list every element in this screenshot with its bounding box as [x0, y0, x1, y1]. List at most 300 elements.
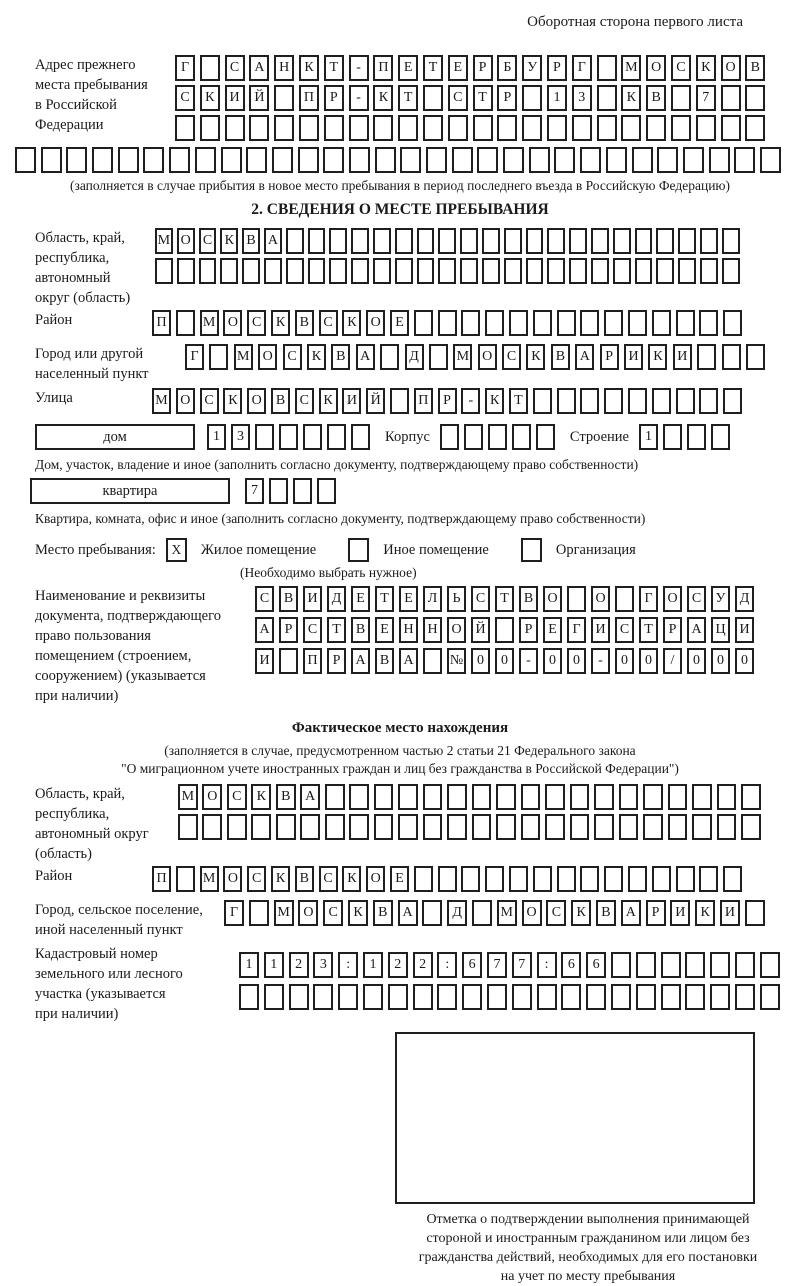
char-box[interactable]: У	[711, 586, 730, 612]
char-box[interactable]: О	[543, 586, 562, 612]
char-box[interactable]	[395, 258, 413, 284]
char-box[interactable]: Г	[639, 586, 658, 612]
char-box[interactable]	[717, 814, 737, 840]
char-box[interactable]	[477, 147, 498, 173]
char-box[interactable]	[324, 115, 344, 141]
char-box[interactable]: О	[366, 310, 385, 336]
char-box[interactable]	[597, 55, 617, 81]
char-box[interactable]: Т	[423, 55, 443, 81]
char-box[interactable]	[760, 147, 781, 173]
char-box[interactable]	[512, 984, 532, 1010]
char-box[interactable]: 0	[687, 648, 706, 674]
char-box[interactable]: К	[342, 866, 361, 892]
char-box[interactable]	[242, 258, 260, 284]
char-box[interactable]	[604, 310, 623, 336]
char-box[interactable]: Б	[497, 55, 517, 81]
char-box[interactable]	[580, 866, 599, 892]
char-box[interactable]: С	[175, 85, 195, 111]
char-box[interactable]: А	[687, 617, 706, 643]
char-box[interactable]	[487, 984, 507, 1010]
char-box[interactable]	[286, 258, 304, 284]
char-box[interactable]: О	[646, 55, 666, 81]
char-box[interactable]	[423, 85, 443, 111]
premises-checkbox-organization[interactable]	[521, 538, 542, 562]
char-box[interactable]	[685, 984, 705, 1010]
char-box[interactable]	[209, 344, 228, 370]
char-box[interactable]	[722, 258, 740, 284]
char-box[interactable]	[537, 984, 557, 1010]
char-box[interactable]: С	[295, 388, 314, 414]
char-box[interactable]	[176, 310, 195, 336]
char-box[interactable]	[323, 147, 344, 173]
char-box[interactable]	[741, 784, 761, 810]
char-box[interactable]: С	[319, 310, 338, 336]
char-box[interactable]	[417, 228, 435, 254]
char-box[interactable]: 7	[512, 952, 532, 978]
char-box[interactable]	[580, 147, 601, 173]
char-box[interactable]: К	[348, 900, 368, 926]
char-box[interactable]	[426, 147, 447, 173]
char-box[interactable]	[227, 814, 247, 840]
char-box[interactable]	[66, 147, 87, 173]
char-box[interactable]	[678, 258, 696, 284]
char-box[interactable]	[429, 344, 448, 370]
char-box[interactable]: К	[299, 55, 319, 81]
char-box[interactable]	[299, 115, 319, 141]
char-box[interactable]	[374, 814, 394, 840]
char-box[interactable]	[685, 952, 705, 978]
char-box[interactable]	[438, 310, 457, 336]
char-box[interactable]: Г	[224, 900, 244, 926]
char-box[interactable]: 1	[547, 85, 567, 111]
char-box[interactable]: 7	[487, 952, 507, 978]
char-box[interactable]: Л	[423, 586, 442, 612]
char-box[interactable]	[597, 115, 617, 141]
char-box[interactable]: Н	[399, 617, 418, 643]
char-box[interactable]: Е	[375, 617, 394, 643]
char-box[interactable]: В	[295, 866, 314, 892]
char-box[interactable]: И	[303, 586, 322, 612]
char-box[interactable]: Р	[547, 55, 567, 81]
char-box[interactable]	[200, 55, 220, 81]
char-box[interactable]	[711, 424, 730, 450]
char-box[interactable]	[512, 424, 531, 450]
char-box[interactable]: Т	[398, 85, 418, 111]
char-box[interactable]	[349, 147, 370, 173]
char-box[interactable]	[497, 115, 517, 141]
char-box[interactable]	[594, 784, 614, 810]
char-box[interactable]	[380, 344, 399, 370]
char-box[interactable]	[652, 310, 671, 336]
char-box[interactable]: Н	[274, 55, 294, 81]
char-box[interactable]: К	[342, 310, 361, 336]
char-box[interactable]	[717, 784, 737, 810]
char-box[interactable]	[496, 814, 516, 840]
char-box[interactable]	[289, 984, 309, 1010]
char-box[interactable]	[221, 147, 242, 173]
char-box[interactable]: К	[695, 900, 715, 926]
char-box[interactable]: 1	[207, 424, 226, 450]
char-box[interactable]: 0	[543, 648, 562, 674]
char-box[interactable]	[636, 952, 656, 978]
char-box[interactable]	[586, 984, 606, 1010]
char-box[interactable]: 1	[264, 952, 284, 978]
char-box[interactable]: Т	[495, 586, 514, 612]
char-box[interactable]	[526, 228, 544, 254]
char-box[interactable]	[373, 228, 391, 254]
char-box[interactable]: Г	[567, 617, 586, 643]
char-box[interactable]	[533, 866, 552, 892]
char-box[interactable]: А	[621, 900, 641, 926]
char-box[interactable]: 2	[413, 952, 433, 978]
char-box[interactable]: А	[575, 344, 594, 370]
char-box[interactable]: В	[375, 648, 394, 674]
char-box[interactable]	[643, 784, 663, 810]
char-box[interactable]	[557, 866, 576, 892]
char-box[interactable]	[656, 258, 674, 284]
char-box[interactable]: М	[152, 388, 171, 414]
char-box[interactable]: Е	[390, 310, 409, 336]
char-box[interactable]: Т	[473, 85, 493, 111]
char-box[interactable]: 6	[586, 952, 606, 978]
char-box[interactable]	[448, 115, 468, 141]
char-box[interactable]	[485, 866, 504, 892]
char-box[interactable]	[709, 147, 730, 173]
char-box[interactable]: И	[673, 344, 692, 370]
char-box[interactable]: Е	[398, 55, 418, 81]
char-box[interactable]: :	[537, 952, 557, 978]
char-box[interactable]	[746, 344, 765, 370]
char-box[interactable]: П	[152, 866, 171, 892]
char-box[interactable]	[545, 814, 565, 840]
char-box[interactable]	[482, 228, 500, 254]
char-box[interactable]: М	[274, 900, 294, 926]
char-box[interactable]: Г	[185, 344, 204, 370]
char-box[interactable]: С	[225, 55, 245, 81]
char-box[interactable]	[533, 388, 552, 414]
char-box[interactable]	[522, 85, 542, 111]
char-box[interactable]: Г	[175, 55, 195, 81]
char-box[interactable]	[300, 814, 320, 840]
char-box[interactable]: В	[519, 586, 538, 612]
char-box[interactable]: Й	[366, 388, 385, 414]
char-box[interactable]	[255, 424, 274, 450]
char-box[interactable]	[200, 115, 220, 141]
char-box[interactable]	[349, 784, 369, 810]
char-box[interactable]	[547, 115, 567, 141]
char-box[interactable]: С	[283, 344, 302, 370]
char-box[interactable]	[692, 784, 712, 810]
char-box[interactable]	[264, 984, 284, 1010]
char-box[interactable]	[628, 866, 647, 892]
char-box[interactable]	[678, 228, 696, 254]
char-box[interactable]	[569, 258, 587, 284]
char-box[interactable]: К	[271, 866, 290, 892]
char-box[interactable]: О	[177, 228, 195, 254]
char-box[interactable]: 0	[639, 648, 658, 674]
char-box[interactable]	[349, 814, 369, 840]
char-box[interactable]	[700, 228, 718, 254]
char-box[interactable]	[176, 866, 195, 892]
char-box[interactable]: О	[447, 617, 466, 643]
char-box[interactable]	[676, 388, 695, 414]
char-box[interactable]: 0	[735, 648, 754, 674]
char-box[interactable]: И	[735, 617, 754, 643]
char-box[interactable]	[447, 814, 467, 840]
char-box[interactable]: В	[373, 900, 393, 926]
char-box[interactable]	[473, 115, 493, 141]
char-box[interactable]	[485, 310, 504, 336]
char-box[interactable]	[722, 344, 741, 370]
char-box[interactable]	[325, 814, 345, 840]
char-box[interactable]	[351, 228, 369, 254]
char-box[interactable]	[699, 310, 718, 336]
char-box[interactable]	[652, 866, 671, 892]
char-box[interactable]	[413, 984, 433, 1010]
char-box[interactable]	[239, 984, 259, 1010]
char-box[interactable]	[92, 147, 113, 173]
char-box[interactable]	[569, 228, 587, 254]
char-box[interactable]: С	[319, 866, 338, 892]
char-box[interactable]	[699, 866, 718, 892]
char-box[interactable]	[329, 258, 347, 284]
char-box[interactable]: В	[351, 617, 370, 643]
char-box[interactable]	[635, 258, 653, 284]
char-box[interactable]: К	[200, 85, 220, 111]
char-box[interactable]	[591, 258, 609, 284]
char-box[interactable]	[646, 115, 666, 141]
char-box[interactable]	[461, 866, 480, 892]
char-box[interactable]	[274, 85, 294, 111]
char-box[interactable]: Й	[249, 85, 269, 111]
char-box[interactable]: Й	[471, 617, 490, 643]
char-box[interactable]: -	[461, 388, 480, 414]
char-box[interactable]: М	[200, 310, 219, 336]
char-box[interactable]	[504, 228, 522, 254]
char-box[interactable]	[621, 115, 641, 141]
char-box[interactable]: К	[223, 388, 242, 414]
char-box[interactable]	[363, 984, 383, 1010]
char-box[interactable]	[272, 147, 293, 173]
char-box[interactable]: К	[220, 228, 238, 254]
char-box[interactable]	[317, 478, 336, 504]
char-box[interactable]	[668, 784, 688, 810]
char-box[interactable]	[279, 424, 298, 450]
char-box[interactable]	[298, 147, 319, 173]
char-box[interactable]	[472, 900, 492, 926]
char-box[interactable]	[547, 228, 565, 254]
char-box[interactable]: /	[663, 648, 682, 674]
char-box[interactable]	[671, 85, 691, 111]
char-box[interactable]: К	[648, 344, 667, 370]
char-box[interactable]: Р	[324, 85, 344, 111]
char-box[interactable]	[561, 984, 581, 1010]
char-box[interactable]	[460, 258, 478, 284]
char-box[interactable]	[464, 424, 483, 450]
char-box[interactable]: Е	[351, 586, 370, 612]
char-box[interactable]	[657, 147, 678, 173]
char-box[interactable]	[417, 258, 435, 284]
char-box[interactable]: Д	[735, 586, 754, 612]
char-box[interactable]: А	[351, 648, 370, 674]
char-box[interactable]: А	[356, 344, 375, 370]
char-box[interactable]: В	[242, 228, 260, 254]
char-box[interactable]	[41, 147, 62, 173]
char-box[interactable]: М	[200, 866, 219, 892]
char-box[interactable]	[390, 388, 409, 414]
char-box[interactable]: И	[255, 648, 274, 674]
char-box[interactable]: А	[255, 617, 274, 643]
char-box[interactable]: Р	[646, 900, 666, 926]
char-box[interactable]	[202, 814, 222, 840]
char-box[interactable]: К	[271, 310, 290, 336]
char-box[interactable]	[643, 814, 663, 840]
char-box[interactable]	[264, 258, 282, 284]
char-box[interactable]: П	[373, 55, 393, 81]
char-box[interactable]: С	[502, 344, 521, 370]
char-box[interactable]: Т	[509, 388, 528, 414]
char-box[interactable]	[293, 478, 312, 504]
char-box[interactable]: Т	[324, 55, 344, 81]
char-box[interactable]	[606, 147, 627, 173]
char-box[interactable]	[611, 952, 631, 978]
char-box[interactable]: 1	[639, 424, 658, 450]
char-box[interactable]	[398, 814, 418, 840]
char-box[interactable]: С	[546, 900, 566, 926]
premises-checkbox-residential[interactable]: X	[166, 538, 187, 562]
char-box[interactable]: №	[447, 648, 466, 674]
char-box[interactable]	[414, 866, 433, 892]
char-box[interactable]: М	[178, 784, 198, 810]
char-box[interactable]: К	[621, 85, 641, 111]
char-box[interactable]	[437, 984, 457, 1010]
char-box[interactable]: А	[399, 648, 418, 674]
char-box[interactable]: Р	[519, 617, 538, 643]
char-box[interactable]: И	[670, 900, 690, 926]
char-box[interactable]: О	[247, 388, 266, 414]
char-box[interactable]: К	[526, 344, 545, 370]
char-box[interactable]: Р	[600, 344, 619, 370]
char-box[interactable]: 1	[363, 952, 383, 978]
char-box[interactable]: Г	[572, 55, 592, 81]
char-box[interactable]: Т	[327, 617, 346, 643]
char-box[interactable]: Р	[279, 617, 298, 643]
char-box[interactable]	[414, 310, 433, 336]
char-box[interactable]	[557, 388, 576, 414]
char-box[interactable]: 3	[231, 424, 250, 450]
char-box[interactable]: 0	[495, 648, 514, 674]
char-box[interactable]	[509, 310, 528, 336]
char-box[interactable]: Е	[390, 866, 409, 892]
char-box[interactable]: С	[199, 228, 217, 254]
char-box[interactable]	[398, 115, 418, 141]
char-box[interactable]	[570, 814, 590, 840]
char-box[interactable]	[423, 784, 443, 810]
char-box[interactable]	[536, 424, 555, 450]
char-box[interactable]: С	[671, 55, 691, 81]
char-box[interactable]	[495, 617, 514, 643]
char-box[interactable]: С	[200, 388, 219, 414]
char-box[interactable]: В	[551, 344, 570, 370]
premises-checkbox-other[interactable]	[348, 538, 369, 562]
char-box[interactable]: С	[303, 617, 322, 643]
char-box[interactable]	[741, 814, 761, 840]
char-box[interactable]: О	[522, 900, 542, 926]
char-box[interactable]: В	[745, 55, 765, 81]
char-box[interactable]	[557, 310, 576, 336]
char-box[interactable]	[15, 147, 36, 173]
char-box[interactable]: Т	[375, 586, 394, 612]
char-box[interactable]	[225, 115, 245, 141]
char-box[interactable]	[580, 388, 599, 414]
char-box[interactable]	[447, 784, 467, 810]
char-box[interactable]: М	[234, 344, 253, 370]
char-box[interactable]: О	[721, 55, 741, 81]
char-box[interactable]	[472, 814, 492, 840]
char-box[interactable]	[398, 784, 418, 810]
char-box[interactable]	[745, 115, 765, 141]
char-box[interactable]: О	[298, 900, 318, 926]
char-box[interactable]: К	[307, 344, 326, 370]
char-box[interactable]	[722, 228, 740, 254]
char-box[interactable]	[327, 424, 346, 450]
char-box[interactable]	[246, 147, 267, 173]
char-box[interactable]	[687, 424, 706, 450]
char-box[interactable]: 3	[572, 85, 592, 111]
char-box[interactable]: О	[202, 784, 222, 810]
char-box[interactable]	[533, 310, 552, 336]
char-box[interactable]	[251, 814, 271, 840]
char-box[interactable]: -	[349, 55, 369, 81]
char-box[interactable]: В	[646, 85, 666, 111]
char-box[interactable]	[700, 258, 718, 284]
char-box[interactable]	[482, 258, 500, 284]
char-box[interactable]: Р	[497, 85, 517, 111]
char-box[interactable]	[554, 147, 575, 173]
char-box[interactable]	[570, 784, 590, 810]
char-box[interactable]	[723, 388, 742, 414]
char-box[interactable]	[509, 866, 528, 892]
char-box[interactable]: 6	[462, 952, 482, 978]
char-box[interactable]	[338, 984, 358, 1010]
char-box[interactable]	[438, 866, 457, 892]
char-box[interactable]	[155, 258, 173, 284]
char-box[interactable]: О	[591, 586, 610, 612]
char-box[interactable]: Д	[447, 900, 467, 926]
char-box[interactable]: С	[471, 586, 490, 612]
char-box[interactable]	[460, 228, 478, 254]
char-box[interactable]	[472, 784, 492, 810]
char-box[interactable]	[723, 866, 742, 892]
char-box[interactable]	[613, 258, 631, 284]
char-box[interactable]: В	[271, 388, 290, 414]
char-box[interactable]: И	[624, 344, 643, 370]
char-box[interactable]: А	[300, 784, 320, 810]
char-box[interactable]	[597, 85, 617, 111]
char-box[interactable]	[692, 814, 712, 840]
char-box[interactable]	[375, 147, 396, 173]
char-box[interactable]	[572, 115, 592, 141]
char-box[interactable]	[308, 228, 326, 254]
char-box[interactable]	[676, 310, 695, 336]
char-box[interactable]: 0	[471, 648, 490, 674]
char-box[interactable]	[613, 228, 631, 254]
char-box[interactable]: 1	[239, 952, 259, 978]
char-box[interactable]	[721, 85, 741, 111]
char-box[interactable]	[632, 147, 653, 173]
char-box[interactable]: Е	[399, 586, 418, 612]
char-box[interactable]	[522, 115, 542, 141]
